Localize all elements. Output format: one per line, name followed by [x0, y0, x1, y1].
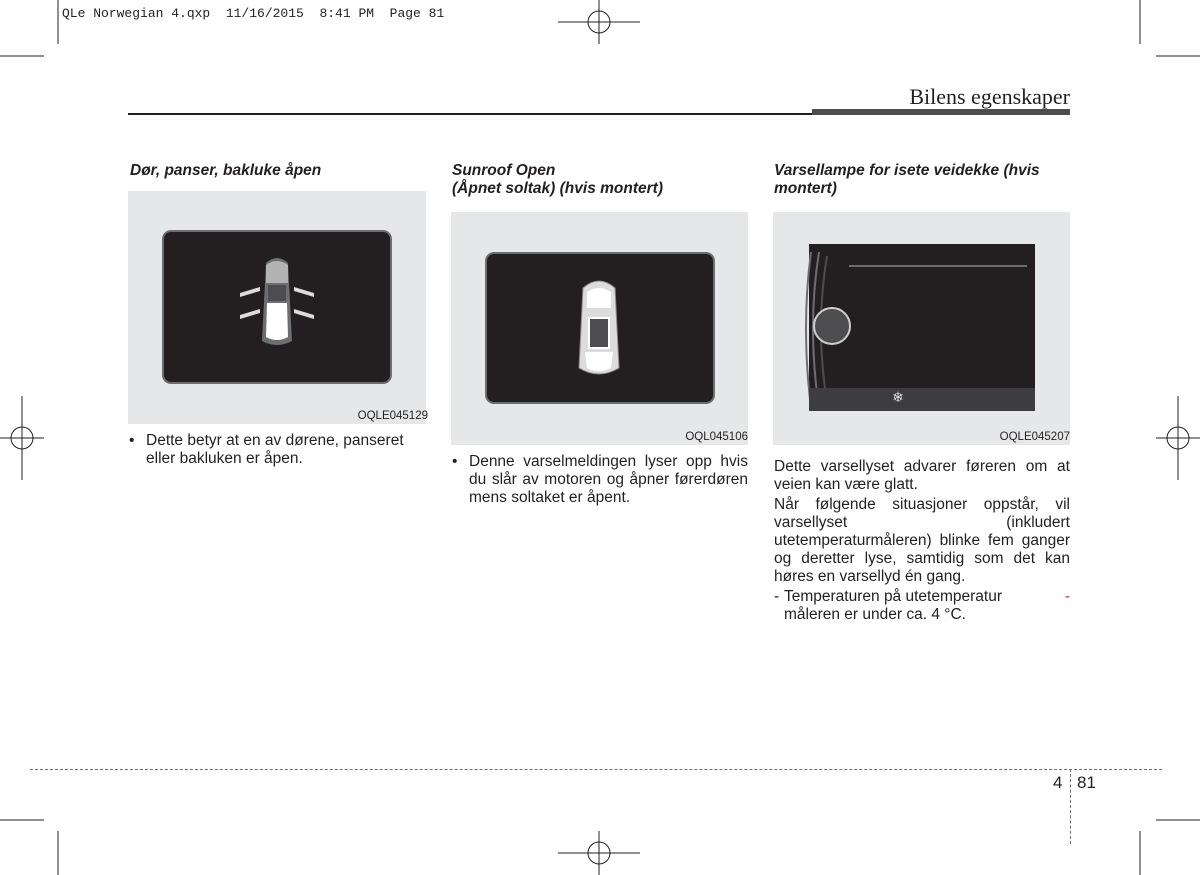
- footer-divider: [1070, 769, 1071, 844]
- registration-mark-left: [0, 396, 44, 480]
- bullet-door-open: [129, 432, 427, 468]
- registration-mark-top: [558, 0, 640, 44]
- bullet-text: Denne varselmeldingen lyser opp hvis du slår av motoren og åpner førerdøren mens soltaket er åpent.: [469, 453, 748, 506]
- paragraph-icy-road-2: Når følgende situasjoner oppstår, vil varsellyset (inkludert utetemperaturmåleren) blinke fem ganger og deretter lyse, samtidig som det kan høres en varsellyd én gang.: [774, 496, 1070, 585]
- dash-item-text: Temperaturen på utetemperatur: [784, 588, 1002, 605]
- figure-icy-road-warning: [773, 212, 1070, 445]
- page-number: 81: [1077, 773, 1096, 792]
- heading-line: Varsellampe for isete veidekke (hvis: [774, 162, 1040, 179]
- figure-code: OQL045106: [685, 431, 748, 443]
- dash-item-continuation: måleren er under ca. 4 °C.: [784, 606, 966, 623]
- heading-line: (Åpnet soltak) (hvis montert): [452, 180, 663, 197]
- section-title: Bilens egenskaper: [909, 84, 1070, 109]
- hyphenation-mark: -: [1064, 588, 1070, 605]
- dash-marker: -: [774, 588, 780, 605]
- car-doors-open-icon: [128, 191, 426, 424]
- heading-icy-road-warning: [774, 162, 1074, 198]
- dash-item-temperature: [774, 588, 1070, 624]
- registration-mark-bottom: [558, 831, 640, 875]
- heading-line: montert): [774, 180, 837, 197]
- heading-door-open: Dør, panser, bakluke åpen: [130, 162, 322, 179]
- heading-sunroof-open: [452, 162, 752, 198]
- heading-line: Sunroof Open: [452, 162, 556, 179]
- footer-dashed-rule: [30, 769, 1162, 770]
- figure-sunroof-open: [451, 212, 748, 445]
- car-sunroof-open-icon: [451, 212, 748, 445]
- figure-code: OQLE045207: [999, 431, 1070, 443]
- bullet-text: Dette betyr at en av dørene, panseret eller bakluken er åpen.: [146, 432, 404, 467]
- print-slug: QLe Norwegian 4.qxp 11/16/2015 8:41 PM Page 81: [62, 6, 445, 21]
- bullet-marker: •: [452, 453, 458, 470]
- figure-code: OQLE045129: [357, 410, 428, 422]
- dash-item-line: [784, 588, 1065, 606]
- bullet-sunroof-open: [452, 453, 748, 507]
- header-rule-accent: [812, 109, 1070, 115]
- header-rule: [128, 113, 812, 115]
- snowflake-icon: ❄: [892, 390, 904, 406]
- registration-mark-right: [1156, 396, 1200, 480]
- paragraph-icy-road-1: Dette varsellyset advarer føreren om at veien kan være glatt.: [774, 458, 1070, 493]
- bullet-marker: •: [129, 432, 135, 449]
- cluster-display: [773, 212, 1070, 445]
- figure-door-open: [128, 191, 426, 424]
- chapter-number: 4: [1053, 773, 1063, 792]
